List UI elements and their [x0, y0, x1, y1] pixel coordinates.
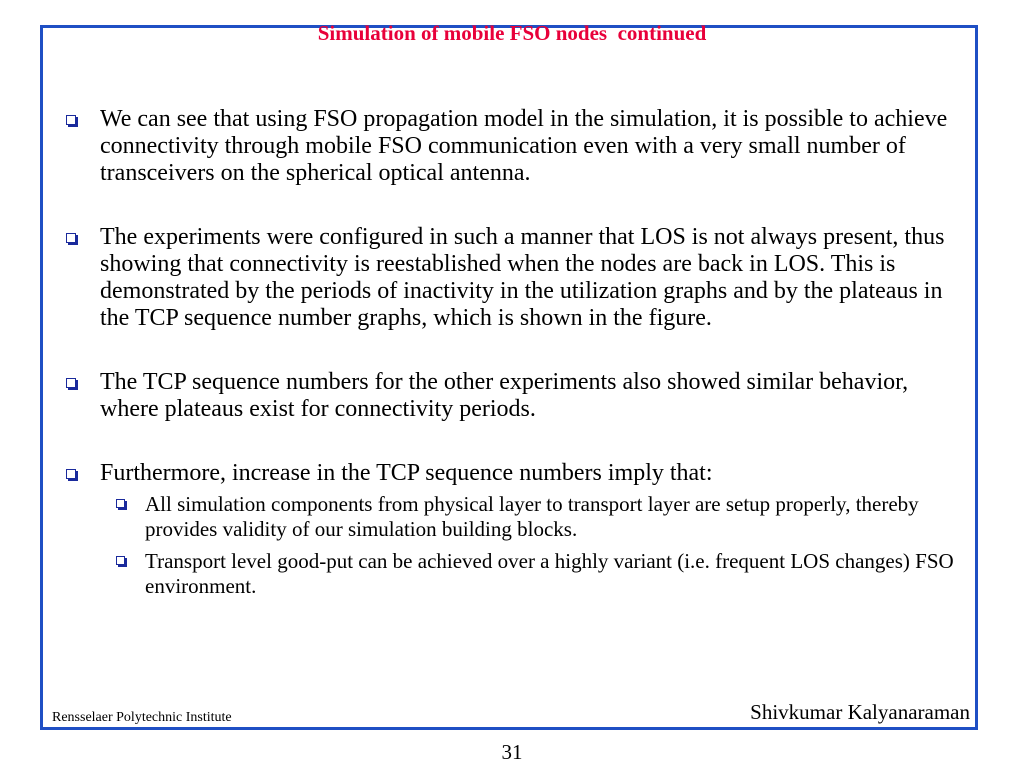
hollow-square-bullet-icon	[116, 556, 125, 565]
slide-content	[60, 106, 960, 606]
bullet-item	[60, 369, 960, 423]
bullet-item	[60, 224, 960, 332]
sub-bullet-item	[145, 549, 955, 599]
bullet-item	[60, 106, 960, 187]
slide-title: Simulation of mobile FSO nodes continued	[317, 21, 707, 45]
sub-bullet-item	[145, 492, 955, 542]
bullet-text: The TCP sequence numbers for the other experiments also showed similar behavior, where plateaus exist for connectivity periods.	[100, 369, 909, 422]
bullet-text: Furthermore, increase in the TCP sequence numbers imply that:	[100, 460, 713, 486]
footer-author: Shivkumar Kalyanaraman	[750, 700, 970, 724]
hollow-square-bullet-icon	[66, 233, 76, 243]
hollow-square-bullet-icon	[116, 499, 125, 508]
bullet-item	[60, 460, 960, 487]
sub-bullet-text: All simulation components from physical layer to transport layer are setup properly, thereby provides validity of our simulation building blocks.	[145, 492, 919, 541]
hollow-square-bullet-icon	[66, 115, 76, 125]
page-number: 31	[501, 740, 523, 764]
bullet-text: We can see that using FSO propagation model in the simulation, it is possible to achieve connectivity through mobile FSO communication even with a very small number of transceivers on the spherical optical antenna.	[100, 106, 948, 186]
sub-bullet-text: Transport level good-put can be achieved over a highly variant (i.e. frequent LOS changes) FSO environment.	[145, 549, 954, 598]
hollow-square-bullet-icon	[66, 378, 76, 388]
hollow-square-bullet-icon	[66, 469, 76, 479]
footer-institution: Rensselaer Polytechnic Institute	[52, 710, 232, 725]
bullet-text: The experiments were configured in such a manner that LOS is not always present, thus showing that connectivity is reestablished when the nodes are back in LOS. This is demonstrated by the periods of inactivity in the utilization graphs and by the plateaus in the TCP sequence number graphs, which is shown in the figure.	[100, 224, 945, 331]
sub-bullet-list	[145, 492, 955, 599]
